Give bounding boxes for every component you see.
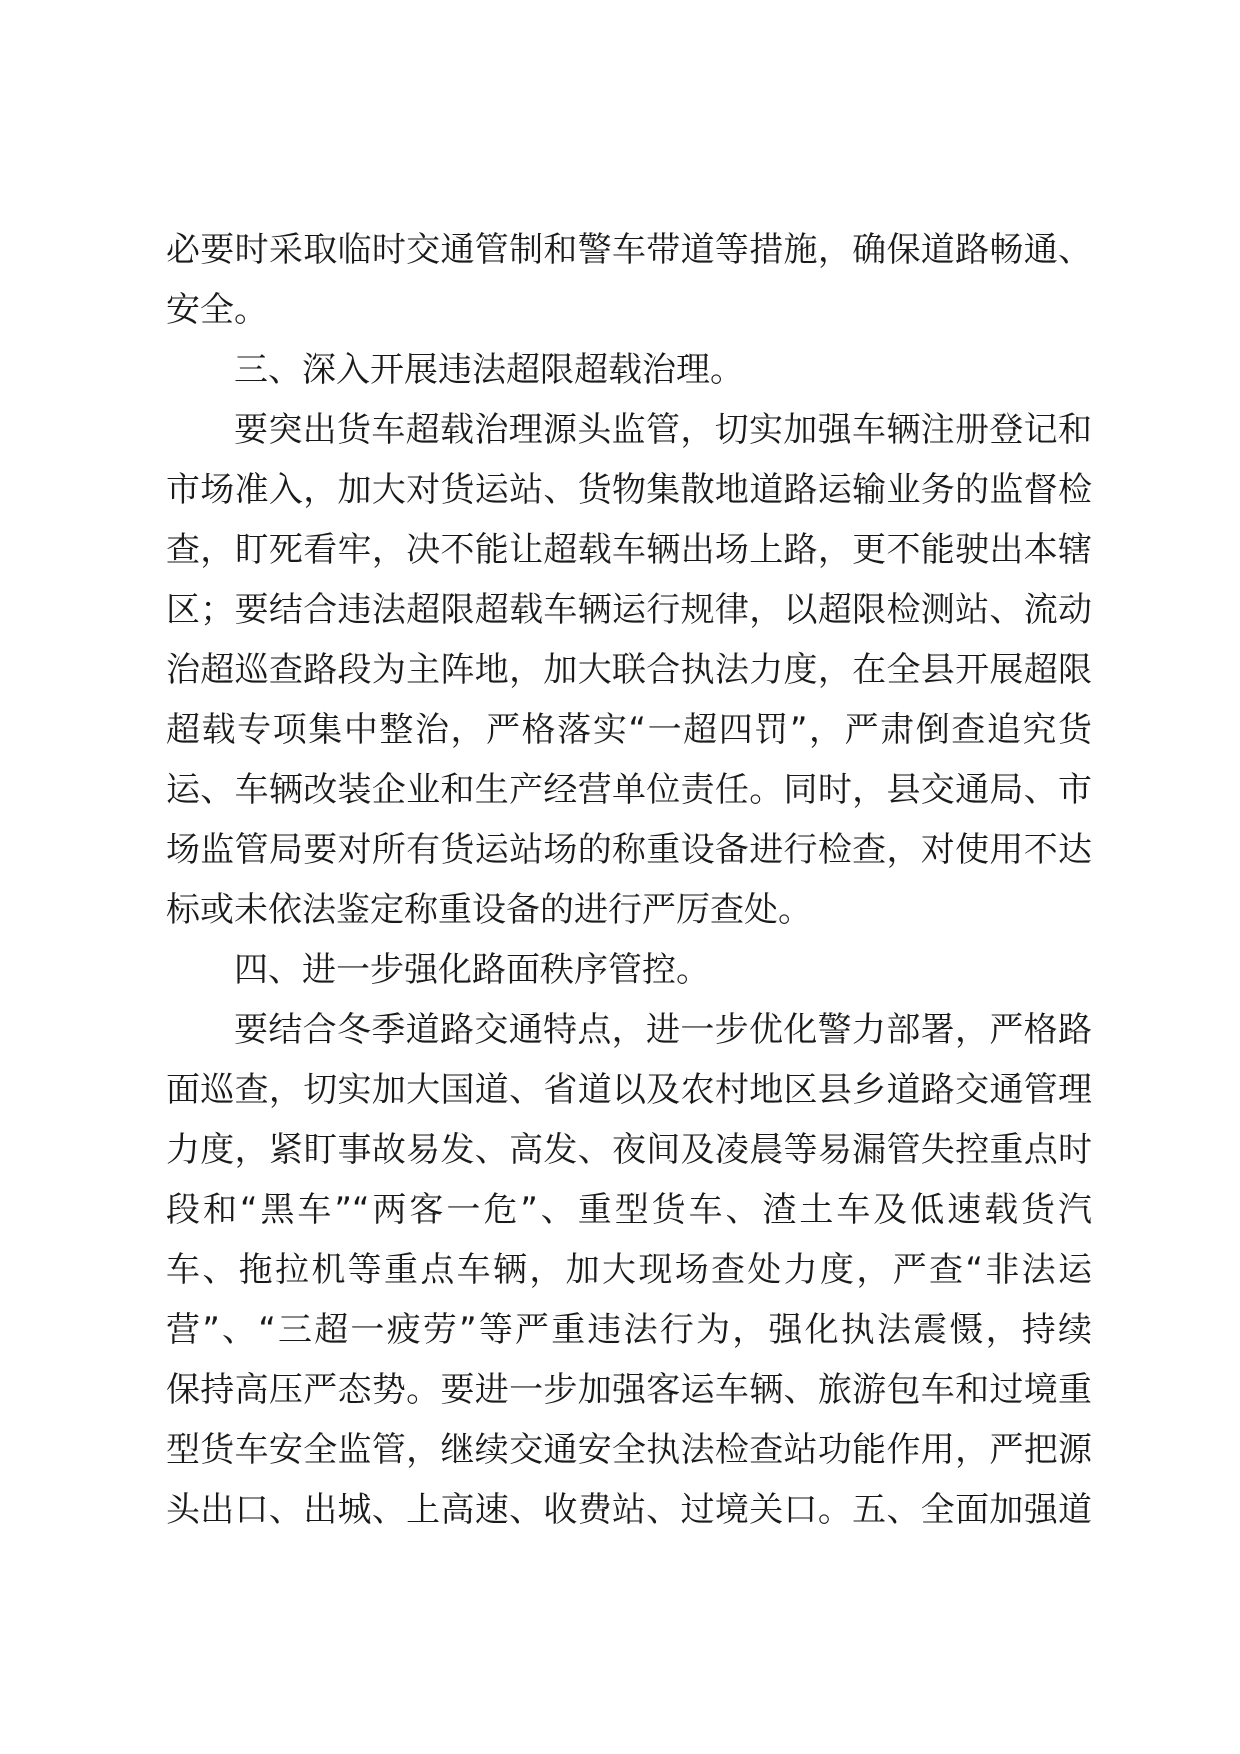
text-line: 运、车辆改装企业和生产经营单位责任。同时，县交通局、市 [166,770,1092,810]
text-line: 保持高压严态势。要进一步加强客运车辆、旅游包车和过境重 [166,1370,1092,1410]
text-line: 力度，紧盯事故易发、高发、夜间及凌晨等易漏管失控重点时 [166,1130,1092,1170]
text-line: 查，盯死看牢，决不能让超载车辆出场上路，更不能驶出本辖 [166,530,1092,570]
text-line: 必要时采取临时交通管制和警车带道等措施，确保道路畅通、 [166,230,1092,270]
text-line: 型货车安全监管，继续交通安全执法检查站功能作用，严把源 [166,1430,1092,1470]
text-line: 车、拖拉机等重点车辆，加大现场查处力度，严查“非法运 [166,1250,1092,1290]
section-heading-3: 三、深入开展违法超限超载治理。 [234,350,744,390]
text-line: 要结合冬季道路交通特点，进一步优化警力部署，严格路 [234,1010,1092,1050]
text-line: 头出口、出城、上高速、收费站、过境关口。五、全面加强道 [166,1490,1092,1530]
text-line: 超载专项集中整治，严格落实“一超四罚”，严肃倒查追究货 [166,710,1092,750]
text-line: 治超巡查路段为主阵地，加大联合执法力度，在全县开展超限 [166,650,1092,690]
text-line: 标或未依法鉴定称重设备的进行严厉查处。 [166,890,812,930]
text-line: 要突出货车超载治理源头监管，切实加强车辆注册登记和 [234,410,1092,450]
text-line: 区；要结合违法超限超载车辆运行规律，以超限检测站、流动 [166,590,1092,630]
section-heading-4: 四、进一步强化路面秩序管控。 [234,950,710,990]
text-line: 场监管局要对所有货运站场的称重设备进行检查，对使用不达 [166,830,1092,870]
body-text [166,220,1092,1540]
text-line: 段和“黑车”“两客一危”、重型货车、渣土车及低速载货汽 [166,1190,1092,1230]
text-line: 安全。 [166,290,268,330]
text-line: 市场准入，加大对货运站、货物集散地道路运输业务的监督检 [166,470,1092,510]
text-line: 面巡查，切实加大国道、省道以及农村地区县乡道路交通管理 [166,1070,1092,1110]
text-line: 营”、“三超一疲劳”等严重违法行为，强化执法震慑，持续 [166,1310,1092,1350]
